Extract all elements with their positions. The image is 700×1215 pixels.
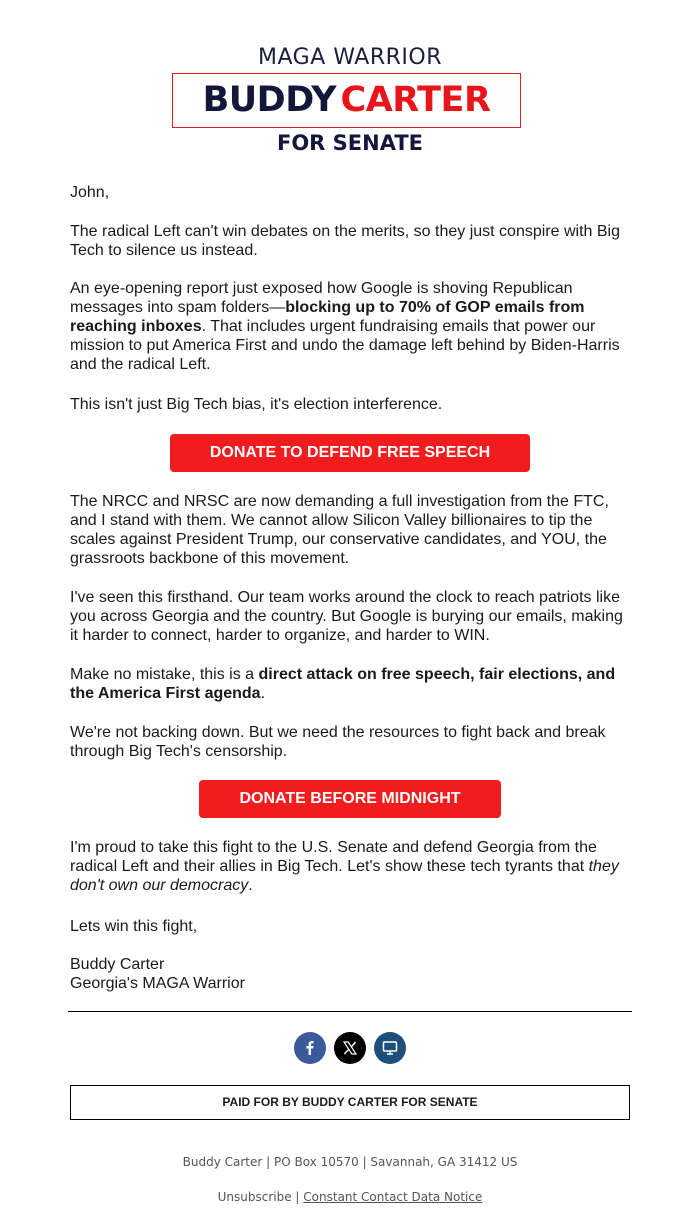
paragraph-2: An eye-opening report just exposed how Google is shoving Republican messages into spam folders—blocking up to 70% of GOP emails from reaching inboxes. That includes urgent fundraising emails that power our mission to put America First and undo the damage left behind by Biden-Harris and the radical Left. <box>70 280 620 373</box>
footer-divider <box>68 1011 632 1012</box>
closing: Lets win this fight, <box>70 918 198 935</box>
paragraph-2-emphasis: blocking up to 70% of GOP emails from reaching inboxes <box>70 299 585 335</box>
paragraph-5: I've seen this firsthand. Our team works around the clock to reach patriots like you across Georgia and the country. But Google is burying our emails, making it harder to connect, harder to organize, and harder to WIN. <box>70 589 623 644</box>
logo-office: FOR SENATE <box>276 131 423 155</box>
x-glyph <box>341 1039 359 1057</box>
paragraph-6-emphasis: direct attack on free speech, fair elections, and the America First agenda <box>70 666 616 702</box>
logo-first-name: BUDDY <box>202 80 337 120</box>
data-notice-link[interactable]: Constant Contact Data Notice <box>303 1190 483 1204</box>
mailing-address: Buddy Carter | PO Box 10570 | Savannah, GA 31412 US <box>182 1155 518 1169</box>
facebook-icon[interactable] <box>294 1032 326 1064</box>
facebook-glyph <box>300 1038 320 1058</box>
logo-tagline: MAGA WARRIOR <box>258 45 442 70</box>
donate-before-midnight-button[interactable]: DONATE BEFORE MIDNIGHT <box>199 780 501 818</box>
paragraph-8: I'm proud to take this fight to the U.S. Senate and defend Georgia from the radical Left and their allies in Big Tech. Let's show these tech tyrants that they don't own our democracy. <box>70 839 619 894</box>
signature-name: Buddy Carter <box>70 956 165 973</box>
unsubscribe-link[interactable]: Unsubscribe <box>217 1190 292 1204</box>
footer-separator: | <box>291 1190 304 1204</box>
x-icon[interactable] <box>334 1032 366 1064</box>
greeting: John, <box>70 184 110 201</box>
website-icon[interactable] <box>374 1032 406 1064</box>
logo-name-box <box>172 73 521 128</box>
monitor-glyph <box>381 1039 399 1057</box>
paragraph-3: This isn't just Big Tech bias, it's election interference. <box>70 396 443 413</box>
logo-last-name: CARTER <box>340 80 491 120</box>
paragraph-6: Make no mistake, this is a direct attack on free speech, fair elections, and the America First agenda. <box>70 666 616 702</box>
paragraph-8-emphasis: they don't own our democracy <box>70 858 619 894</box>
donate-free-speech-button[interactable]: DONATE TO DEFEND FREE SPEECH <box>170 434 530 472</box>
footer-links <box>0 1190 700 1204</box>
paragraph-7: We're not backing down. But we need the resources to fight back and break through Big Tech's censorship. <box>70 724 606 760</box>
paragraph-4: The NRCC and NRSC are now demanding a full investigation from the FTC, and I stand with them. We cannot allow Silicon Valley billionaires to tip the scales against President Trump, our conservative candidates, and YOU, the grassroots backbone of this movement. <box>70 493 609 567</box>
paragraph-1: The radical Left can't win debates on the merits, so they just conspire with Big Tech to silence us instead. <box>70 223 620 259</box>
campaign-logo <box>0 44 700 155</box>
signature-title: Georgia's MAGA Warrior <box>70 975 245 992</box>
paid-for-disclaimer: PAID FOR BY BUDDY CARTER FOR SENATE <box>70 1085 630 1120</box>
